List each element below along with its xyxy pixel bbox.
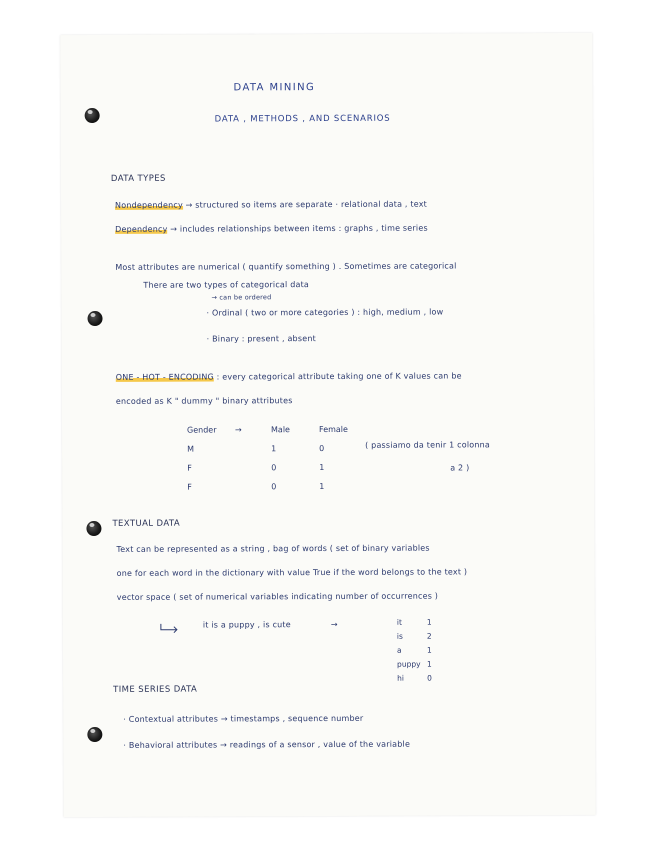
word-count: 0 <box>427 673 432 683</box>
table-header-cell: Male <box>271 425 290 435</box>
list-item <box>397 671 432 685</box>
table-cell: F <box>187 463 192 473</box>
punch-hole-icon <box>88 311 103 326</box>
one-hot-term: ONE - HOT - ENCODING <box>115 372 214 382</box>
example-sentence: it is a puppy , is cute <box>202 620 291 630</box>
page-subtitle: DATA , METHODS , AND SCENARIOS <box>214 113 391 125</box>
one-hot-desc: : every categorical attribute taking one of K values can be <box>216 371 462 382</box>
categorical-types-line: There are two types of categorical data <box>143 280 310 290</box>
table-cell: 0 <box>271 463 277 473</box>
word-count-list <box>397 615 432 685</box>
binary-bullet: · Binary : present , absent <box>206 334 316 344</box>
contextual-bullet: · Contextual attributes → timestamps , sequence number <box>123 713 364 724</box>
table-cell: F <box>187 482 192 492</box>
heading-textual-data: TEXTUAL DATA <box>112 518 181 529</box>
table-note: ( passiamo da tenir 1 colonna <box>365 440 491 450</box>
notebook-page <box>60 33 595 817</box>
punch-hole-icon <box>85 108 100 123</box>
table-cell: M <box>187 444 195 454</box>
list-item <box>397 643 432 657</box>
table-header-cell: → <box>235 425 242 435</box>
table-cell: 0 <box>271 482 277 492</box>
ordinal-bullet: · Ordinal ( two or more categories ) : high, medium , low <box>206 307 444 318</box>
one-hot-line <box>116 371 462 382</box>
table-cell: 1 <box>271 444 277 454</box>
table-row <box>187 458 348 478</box>
word-count: 1 <box>426 617 432 627</box>
word-label: it <box>396 617 402 627</box>
heading-time-series: TIME SERIES DATA <box>113 684 198 695</box>
word-label: is <box>396 631 403 641</box>
list-item <box>397 629 432 643</box>
word-label: hi <box>397 673 404 683</box>
dependency-desc: → includes relationships between items : graphs , time series <box>170 223 428 234</box>
word-count: 2 <box>426 631 432 641</box>
list-item <box>397 615 432 629</box>
textual-line-3: vector space ( set of numerical variables indicating number of occurrences ) <box>116 591 439 602</box>
word-label: puppy <box>397 659 421 669</box>
return-arrow-icon <box>159 619 181 629</box>
punch-hole-icon <box>87 727 102 742</box>
word-count: 1 <box>427 659 432 669</box>
ordered-note: → can be ordered <box>211 293 272 302</box>
punch-hole-icon <box>86 521 101 536</box>
attributes-line: Most attributes are numerical ( quantify something ) . Sometimes are categorical <box>115 261 457 272</box>
behavioral-bullet: · Behavioral attributes → readings of a sensor , value of the variable <box>123 739 411 750</box>
table-header-cell: Female <box>319 424 348 435</box>
textual-line-2: one for each word in the dictionary with value True if the word belongs to the text ) <box>116 567 468 578</box>
list-item <box>397 657 432 671</box>
heading-data-types: DATA TYPES <box>110 173 166 184</box>
table-row <box>187 439 348 459</box>
example-arrow: → <box>330 619 338 629</box>
table-cell: 1 <box>319 482 325 492</box>
nondependency-desc: → structured so items are separate · relational data , text <box>185 199 428 210</box>
dependency-line <box>115 224 428 234</box>
one-hot-line-2: encoded as K " dummy " binary attributes <box>115 396 293 406</box>
word-label: a <box>396 645 402 655</box>
page-title: DATA MINING <box>233 82 316 94</box>
textual-line-1: Text can be represented as a string , bag of words ( set of binary variables <box>116 543 430 554</box>
table-cell: 1 <box>319 463 325 473</box>
dependency-term: Dependency <box>115 224 168 234</box>
table-row <box>187 477 348 497</box>
table-cell: 0 <box>319 444 325 454</box>
encoding-table <box>187 420 348 497</box>
nondependency-line <box>115 200 427 210</box>
word-count: 1 <box>426 645 432 655</box>
table-header-cell: Gender <box>187 425 217 435</box>
nondependency-term: Nondependency <box>115 200 183 210</box>
table-note-2: a 2 ) <box>450 463 470 473</box>
table-header <box>187 420 348 440</box>
